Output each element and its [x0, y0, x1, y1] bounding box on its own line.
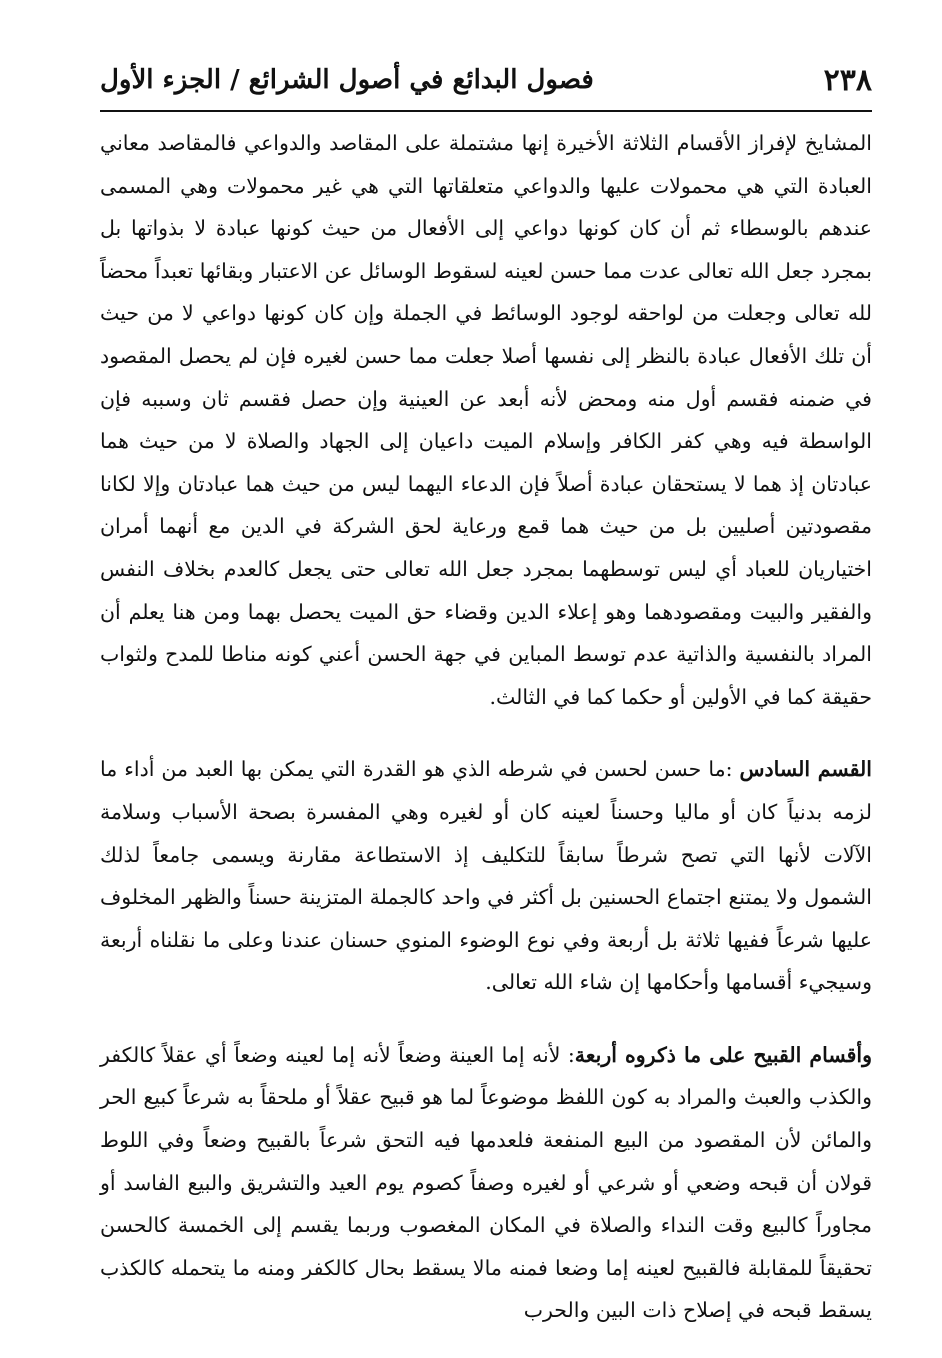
page-header: [100, 56, 872, 104]
paragraph-3: [100, 1034, 872, 1332]
paragraph-text: :ما حسن لحسن في شرطه الذي هو القدرة التي يمكن بها العبد من أداء ما لزمه بدنياً كان أو ماليا وحسناً لعينه كان أو لغيره وهي المفسرة بصحة الأسباب وسلامة الآلات لأنها التي تصح شرطاً سابقاً للتكليف إذ الاستطاعة مقارنة ويسمى جامعاً لذلك الشمول ولا يمتنع اجتماع الحسنين بل أكثر في واحد كالجملة المتزينة حسناً والظهر المخلوف عليها شرعاً ففيها ثلاثة بل أربعة وفي نوع الوضوء المنوي حسنان عندنا وعلى ما نقلناه أربعة وسيجيء أقسامها وأحكامها إن شاء الله تعالى.: [100, 757, 872, 995]
header-divider: [100, 110, 872, 112]
page-body: [100, 122, 872, 1332]
page-number: ٢٣٨: [823, 62, 872, 98]
book-title: فصول البدائع في أصول الشرائع / الجزء الأول: [100, 65, 594, 95]
paragraph-1: [100, 122, 872, 718]
section-heading: وأقسام القبيح على ما ذكروه أربعة: [574, 1042, 872, 1067]
section-heading: القسم السادس: [739, 757, 872, 782]
paragraph-text: المشايخ لإفراز الأقسام الثلاثة الأخيرة إنها مشتملة على المقاصد والدواعي فالمقاصد معاني العبادة التي هي محمولات عليها والدواعي متعلقاتها التي هي غير محمولات وهي المسمى عندهم بالوسطاء ثم أن كان كونها دواعي إلى الأفعال من حيث كونها عبادة لا بذواتها بل بمجرد جعل الله تعالى عدت مما حسن لعينه لسقوط الوسائل عن الاعتبار وبقائها تعبداً محضاً لله تعالى وجعلت من لواحقه لوجود الوسائط في الجملة وإن كان كونها دواعي لا من حيث أن تلك الأفعال عبادة بالنظر إلى نفسها أصلا جعلت مما حسن لغيره فإن لم يحصل المقصود في ضمنه فقسم أول منه ومحض لأنه أبعد عن العينية وإن حصل فقسم ثان وسببه فإن الواسطة فيه وهي كفر الكافر وإسلام الميت داعيان إلى الجهاد والصلاة لا من حيث هما عبادتان إذ هما لا يستحقان عبادة أصلاً فإن الدعاء اليهما ليس من حيث هما عبادتان وإلا لكانا مقصودتين أصليين بل من حيث هما قمع ورعاية لحق الشركة في الدين مع أنهما أمران اختياريان للعباد أي ليس توسطهما بمجرد جعل الله تعالى حتى يجعل كالعدم بخلاف النفس والفقير والبيت ومقصودهما وهو إعلاء الدين وقضاء حق الميت يحصل بهما ومن هنا يعلم أن المراد بالنفسية والذاتية عدم توسط المباين في جهة الحسن أعني كونه مناطا للمدح ولثواب حقيقة كما في الأولين أو حكما كما في الثالث.: [100, 131, 872, 709]
paragraph-2: [100, 748, 872, 1004]
paragraph-text: : لأنه إما العينة وضعاً لأنه إما لعينه وضعاً أي عقلاً كالكفر والكذب والعبث والمراد به كون اللفظ موضوعاً لما هو قبيح عقلاً أو ملحقاً به شرعاً كبيع الحر والمائن لأن المقصود من البيع المنفعة فلعدمها فيه التحق شرعاً بالقبيح وضعاً وفي اللوط قولان أن قبحه وضعي أو شرعي أو لغيره وصفاً كصوم يوم العيد والتشريق والبيع الفاسد أو مجاوراً كالبيع وقت النداء والصلاة في المكان المغصوب وربما يقسم إلى الخمسة كالحسن تحقيقاً للمقابلة فالقبيح لعينه إما وضعا فمنه مالا يسقط بحال كالكفر ومنه ما يتحمله كالكذب يسقط قبحه في إصلاح ذات البين والحرب: [100, 1042, 872, 1323]
